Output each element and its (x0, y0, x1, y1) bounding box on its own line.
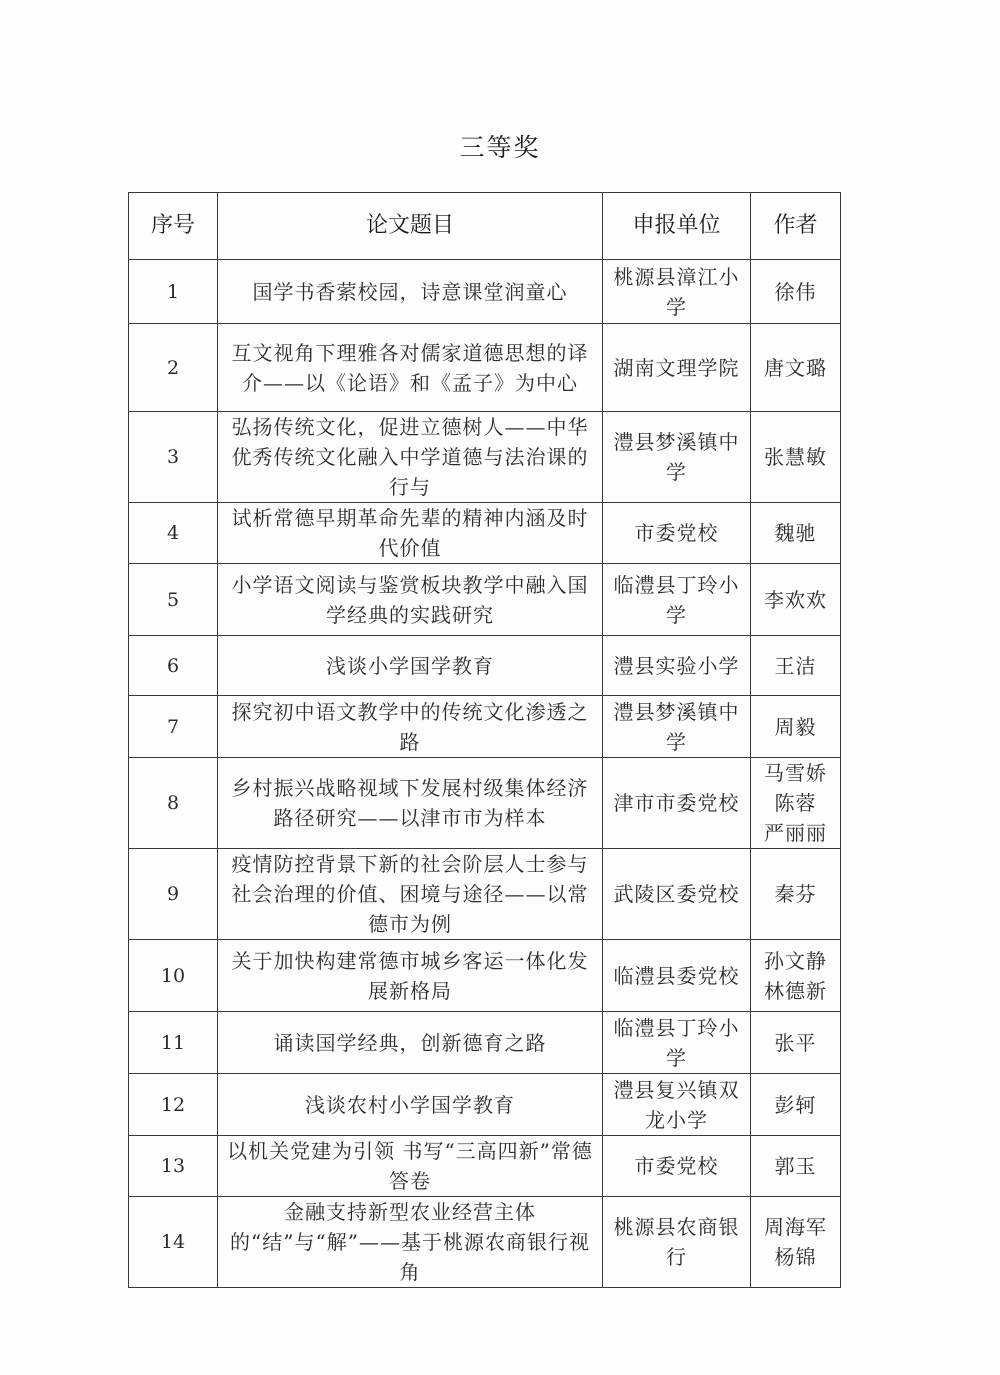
row-title: 以机关党建为引领 书写“三高四新”常德答卷 (218, 1136, 603, 1197)
row-title: 浅谈农村小学国学教育 (218, 1074, 603, 1136)
row-unit: 澧县梦溪镇中学 (603, 412, 751, 503)
row-unit: 澧县梦溪镇中学 (603, 696, 751, 758)
row-unit: 临澧县丁玲小学 (603, 1012, 751, 1074)
header-title: 论文题目 (218, 193, 603, 260)
row-title: 乡村振兴战略视域下发展村级集体经济路径研究——以津市市为样本 (218, 758, 603, 849)
header-num: 序号 (129, 193, 218, 260)
author-name: 陈蓉 (774, 791, 817, 815)
table-row (129, 940, 841, 1012)
table-row (129, 503, 841, 564)
row-author (751, 324, 841, 412)
author-name: 孙文静 (764, 948, 827, 973)
row-num: 9 (129, 849, 218, 940)
row-author (751, 940, 841, 1012)
row-unit: 桃源县漳江小学 (603, 260, 751, 324)
row-title: 探究初中语文教学中的传统文化渗透之路 (218, 696, 603, 758)
row-title: 疫情防控背景下新的社会阶层人士参与社会治理的价值、困境与途径——以常德市为例 (218, 849, 603, 940)
table-row (129, 412, 841, 503)
row-author (751, 636, 841, 696)
row-author (751, 503, 841, 564)
author-name: 徐伟 (774, 279, 817, 304)
row-unit: 湖南文理学院 (603, 324, 751, 412)
row-num: 8 (129, 758, 218, 849)
author-name: 周毅 (774, 714, 817, 739)
author-name: 周海军 (764, 1215, 827, 1239)
row-author (751, 849, 841, 940)
row-num: 11 (129, 1012, 218, 1074)
header-author: 作者 (751, 193, 841, 260)
table-row (129, 260, 841, 324)
table-row (129, 1012, 841, 1074)
author-name: 秦芬 (774, 882, 817, 906)
author-name: 彭轲 (774, 1092, 817, 1117)
table-row (129, 324, 841, 412)
row-unit: 津市市委党校 (603, 758, 751, 849)
row-unit: 澧县复兴镇双龙小学 (603, 1074, 751, 1136)
row-title: 小学语文阅读与鉴赏板块教学中融入国学经典的实践研究 (218, 564, 603, 636)
row-author (751, 696, 841, 758)
row-num: 10 (129, 940, 218, 1012)
author-name: 魏驰 (774, 521, 817, 545)
author-name: 张慧敏 (764, 445, 827, 469)
page-title: 三等奖 (459, 133, 541, 162)
row-title: 浅谈小学国学教育 (218, 636, 603, 696)
row-num: 12 (129, 1074, 218, 1136)
row-author (751, 758, 841, 849)
author-name: 郭玉 (774, 1154, 817, 1178)
table-header-row (129, 193, 841, 260)
row-author (751, 1074, 841, 1136)
table-row (129, 758, 841, 849)
row-title: 关于加快构建常德市城乡客运一体化发展新格局 (218, 940, 603, 1012)
table-row (129, 1197, 841, 1288)
header-unit: 申报单位 (603, 193, 751, 260)
row-unit: 市委党校 (603, 503, 751, 564)
row-title: 试析常德早期革命先辈的精神内涵及时代价值 (218, 503, 603, 564)
table-body (129, 260, 841, 1288)
author-name: 严丽丽 (764, 821, 827, 845)
table-row (129, 696, 841, 758)
row-author (751, 1136, 841, 1197)
row-num: 6 (129, 636, 218, 696)
row-title: 互文视角下理雅各对儒家道德思想的译介——以《论语》和《孟子》为中心 (218, 324, 603, 412)
row-num: 5 (129, 564, 218, 636)
row-num: 1 (129, 260, 218, 324)
author-name: 马雪娇 (764, 761, 827, 785)
row-unit: 市委党校 (603, 1136, 751, 1197)
row-unit: 临澧县委党校 (603, 940, 751, 1012)
row-unit: 桃源县农商银行 (603, 1197, 751, 1288)
author-name: 林德新 (764, 978, 827, 1003)
author-name: 张平 (774, 1030, 817, 1055)
row-title: 诵读国学经典，创新德育之路 (218, 1012, 603, 1074)
row-num: 7 (129, 696, 218, 758)
row-num: 14 (129, 1197, 218, 1288)
author-name: 李欢欢 (764, 587, 827, 612)
row-num: 4 (129, 503, 218, 564)
row-author (751, 564, 841, 636)
row-num: 3 (129, 412, 218, 503)
row-author (751, 412, 841, 503)
row-author (751, 1197, 841, 1288)
row-num: 13 (129, 1136, 218, 1197)
row-unit: 临澧县丁玲小学 (603, 564, 751, 636)
row-title: 金融支持新型农业经营主体的“结”与“解”——基于桃源农商银行视角 (218, 1197, 603, 1288)
row-title: 国学书香萦校园，诗意课堂润童心 (218, 260, 603, 324)
row-author (751, 1012, 841, 1074)
table-row (129, 1074, 841, 1136)
table-row (129, 564, 841, 636)
table-row (129, 849, 841, 940)
author-name: 杨锦 (774, 1245, 817, 1269)
author-name: 王洁 (774, 653, 817, 678)
row-num: 2 (129, 324, 218, 412)
row-title: 弘扬传统文化，促进立德树人——中华优秀传统文化融入中学道德与法治课的行与 (218, 412, 603, 503)
table-row (129, 1136, 841, 1197)
row-author (751, 260, 841, 324)
row-unit: 澧县实验小学 (603, 636, 751, 696)
row-unit: 武陵区委党校 (603, 849, 751, 940)
awards-table (128, 192, 841, 1288)
table-row (129, 636, 841, 696)
author-name: 唐文璐 (764, 355, 827, 380)
